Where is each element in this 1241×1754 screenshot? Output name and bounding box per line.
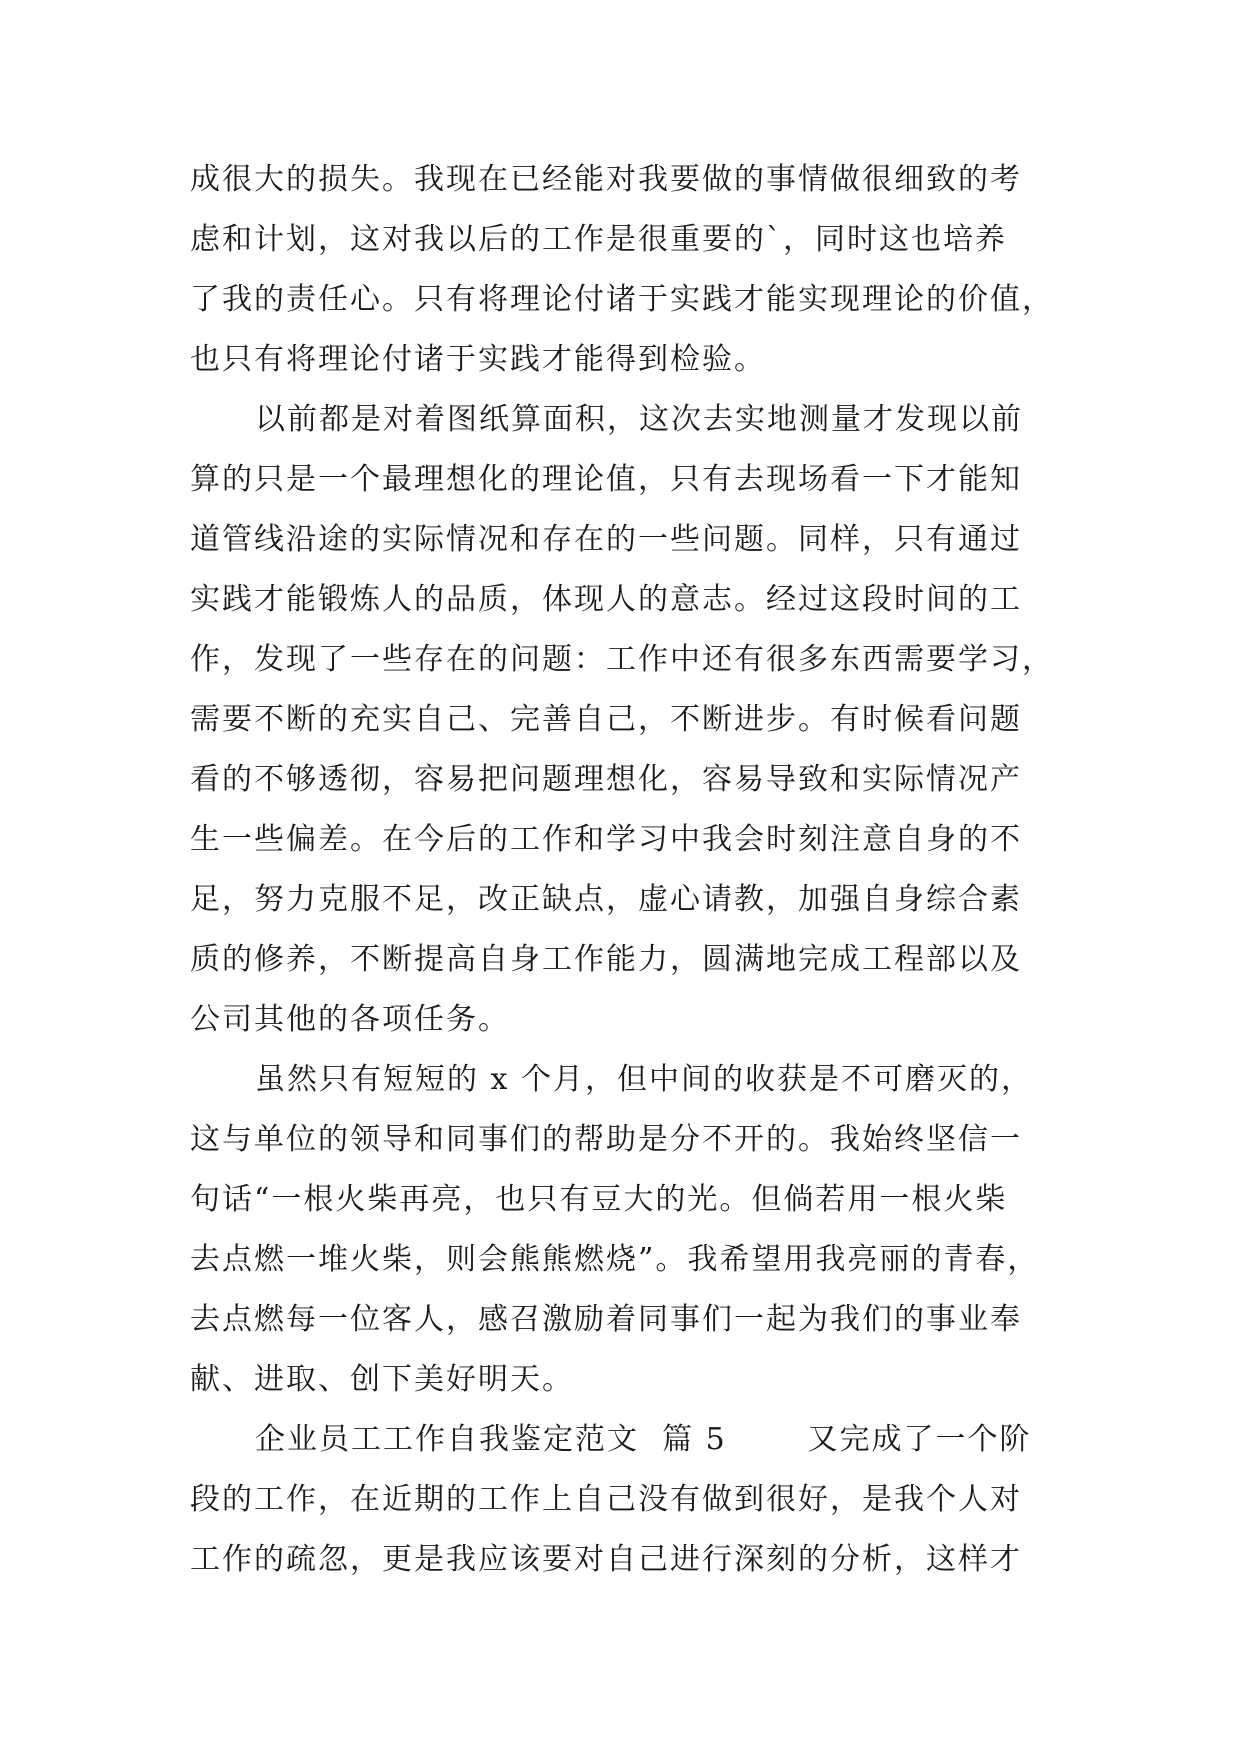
text-line: 也只有将理论付诸于实践才能得到检验。: [190, 342, 766, 377]
text-line: 算的只是一个最理想化的理论值，只有去现场看一下才能知: [190, 462, 1022, 497]
text-line: 道管线沿途的实际情况和存在的一些问题。同样，只有通过: [190, 522, 1022, 557]
text-line: 句话“一根火柴再亮，也只有豆大的光。但倘若用一根火柴: [190, 1182, 1008, 1217]
text-line: 虽然只有短短的 x 个月，但中间的收获是不可磨灭的，: [255, 1062, 1033, 1097]
text-line: 了我的责任心。只有将理论付诸于实践才能实现理论的价值，: [190, 282, 1054, 317]
text-line: 看的不够透彻，容易把问题理想化，容易导致和实际情况产: [190, 762, 1022, 797]
section-heading-line: 企业员工工作自我鉴定范文 篇 5 又完成了一个阶: [255, 1422, 1032, 1457]
text-line: 虑和计划，这对我以后的工作是很重要的`，同时这也培养: [190, 222, 1007, 257]
text-line: 这与单位的领导和同事们的帮助是分不开的。我始终坚信一: [190, 1122, 1022, 1157]
text-line: 足，努力克服不足，改正缺点，虚心请教，加强自身综合素: [190, 882, 1022, 917]
text-line: 质的修养，不断提高自身工作能力，圆满地完成工程部以及: [190, 942, 1022, 977]
text-line: 实践才能锻炼人的品质，体现人的意志。经过这段时间的工: [190, 582, 1022, 617]
text-line: 工作的疏忽，更是我应该要对自己进行深刻的分析，这样才: [190, 1542, 1022, 1577]
text-line: 生一些偏差。在今后的工作和学习中我会时刻注意自身的不: [190, 822, 1022, 857]
text-line: 以前都是对着图纸算面积，这次去实地测量才发现以前: [255, 402, 1023, 437]
text-line: 成很大的损失。我现在已经能对我要做的事情做很细致的考: [190, 162, 1022, 197]
text-line: 需要不断的充实自己、完善自己，不断进步。有时候看问题: [190, 702, 1022, 737]
text-line: 段的工作，在近期的工作上自己没有做到很好，是我个人对: [190, 1482, 1022, 1517]
text-line: 公司其他的各项任务。: [190, 1002, 510, 1037]
text-line: 作，发现了一些存在的问题：工作中还有很多东西需要学习，: [190, 642, 1054, 677]
text-line: 去点燃一堆火柴，则会熊熊燃烧”。我希望用我亮丽的青春，: [190, 1242, 1040, 1277]
text-line: 献、进取、创下美好明天。: [190, 1362, 574, 1397]
text-line: 去点燃每一位客人，感召激励着同事们一起为我们的事业奉: [190, 1302, 1022, 1337]
